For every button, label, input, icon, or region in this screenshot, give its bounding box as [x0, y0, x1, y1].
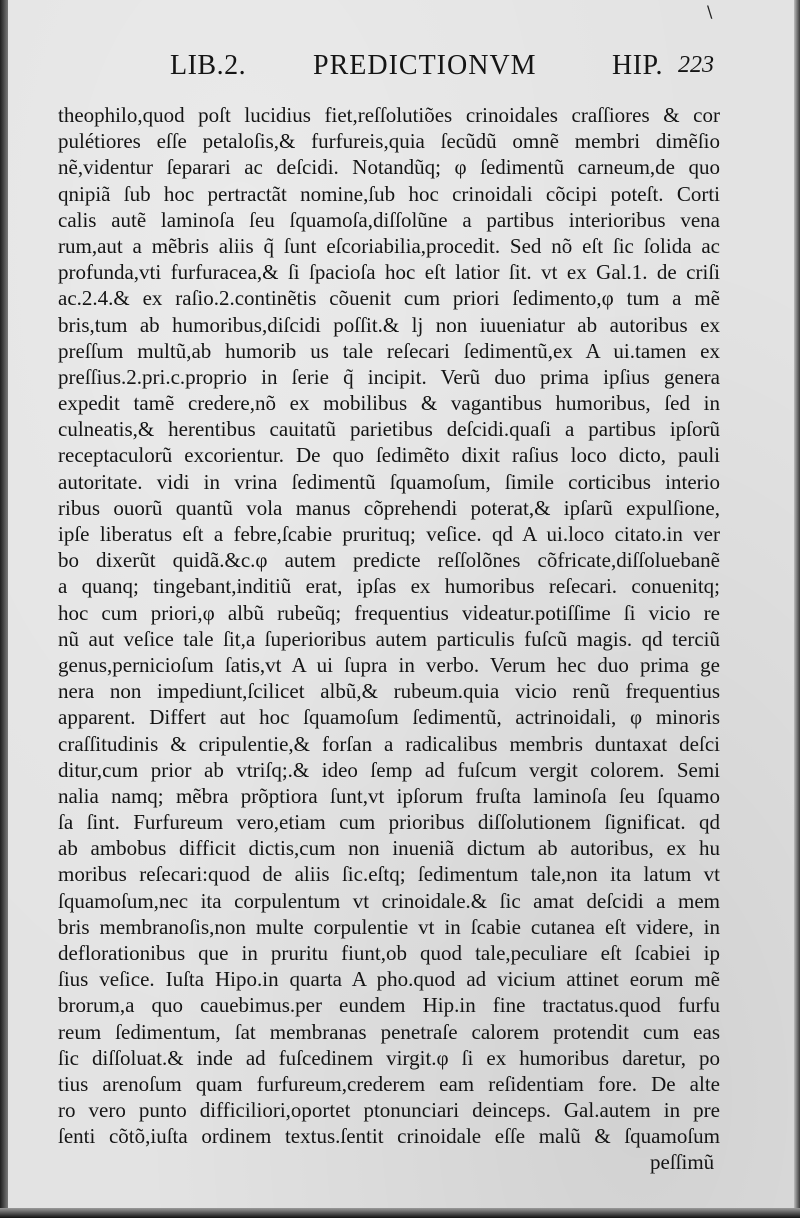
- text-line: a quanq; tingebant,inditiũ erat, ipſas ex humoribus reſecari. conuenitq;: [58, 574, 720, 599]
- body-text: [58, 102, 720, 1150]
- running-head-title: PREDICTIONVM: [313, 50, 537, 81]
- folio-number: 223: [678, 52, 714, 78]
- running-head: [55, 44, 755, 84]
- text-line: theophilo,quod poſt lucidius fiet,reſſolutiões crinoidales craſſiores & cor: [58, 103, 720, 127]
- catchword: peſſimũ: [650, 1150, 715, 1174]
- text-line: ſa ſint. Furfureum vero,etiam cum prioribus diſſolutionem ſignificat. qd: [58, 810, 720, 835]
- text-line: ſius veſice. Iuſta Hipo.in quarta A pho.quod ad vicium attinet eorum mẽ: [58, 967, 720, 992]
- running-head-book: LIB.2.: [170, 50, 247, 81]
- text-line: ditur,cum prior ab vtriſq;.& ideo ſemp ad fuſcum vergit colorem. Semi: [58, 757, 720, 782]
- text-line: expedit tamẽ credere,nõ ex mobilibus & vagantibus humoribus, ſed in: [58, 391, 720, 416]
- text-line: ſic diſſoluat.& inde ad fuſcedinem virgit.φ ſi ex humoribus daretur, po: [58, 1045, 720, 1070]
- text-line: ſquamoſum,nec ita corpulentum vt crinoidale.& ſic amat deſcidi a mem: [58, 888, 720, 913]
- text-line: ro vero punto difficiliori,oportet ptonunciari deinceps. Gal.autem in pre: [58, 1098, 720, 1123]
- text-line: autoritate. vidi in vrina ſedimentũ ſquamoſum, ſimile corticibus interio: [58, 469, 720, 494]
- text-line: calis autẽ laminoſa ſeu ſquamoſa,diſſolũne a partibus interioribus vena: [58, 207, 720, 232]
- page-right-edge-shadow: [794, 0, 800, 1218]
- text-line: nẽ,videntur ſeparari ac deſcidi. Notandũq; φ ſedimentũ carneum,de quo: [58, 155, 720, 180]
- text-line: culneatis,& herentibus cauitatũ parietibus deſcidi.quaſi a partibus ipſorũ: [58, 417, 720, 442]
- corner-tick-icon: \: [707, 2, 713, 21]
- text-line: nũ aut veſice tale ſit,a ſuperioribus autem particulis fuſcũ magis. qd terciũ: [58, 626, 720, 651]
- text-line: nera non impediunt,ſcilicet albũ,& rubeum.quia vicio renũ frequentius: [58, 679, 720, 704]
- text-line: preſſius.2.pri.c.proprio in ſerie q̃ incipit. Verũ duo prima ipſius genera: [58, 364, 720, 389]
- running-head-author: HIP.: [612, 50, 664, 81]
- text-line: ipſe liberatus eſt a febre,ſcabie prurituq; veſice. qd A ui.loco citato.in ver: [58, 522, 720, 546]
- text-line: ab ambobus difficit dictis,cum non inueniã dictum ab autoribus, ex hu: [58, 836, 720, 861]
- text-line: hoc cum priori,φ albũ rubeũq; frequentius videatur.potiſſime ſi vicio re: [58, 600, 720, 625]
- text-line: profunda,vti furfuracea,& ſi ſpacioſa hoc eſt latior ſit. vt ex Gal.1. de criſi: [58, 260, 720, 285]
- text-line: craſſitudinis & cripulentie,& forſan a radicalibus membris duntaxat deſci: [58, 731, 720, 756]
- text-line: nalia namq; mẽbra prõptiora ſunt,vt ipſorum fruſta laminoſa ſeu ſquamo: [58, 783, 720, 808]
- text-line: rum,aut a mẽbris aliis q̃ ſunt eſcoriabilia,procedit. Sed nõ eſt ſic ſolida ac: [58, 233, 720, 258]
- text-line: ſenti cõtõ,iuſta ordinem textus.ſentit crinoidale eſſe malũ & ſquamoſum: [58, 1124, 720, 1149]
- page-bottom-edge-shadow: [0, 1208, 800, 1218]
- text-line: ac.2.4.& ex raſio.2.continẽtis cõuenit cum priori ſedimento,φ tum a mẽ: [58, 286, 720, 311]
- text-line: apparent. Differt aut hoc ſquamoſum ſedimentũ, actrinoidali, φ minoris: [58, 705, 720, 730]
- text-line: bris,tum ab humoribus,diſcidi poſſit.& lj non iuueniatur ab autoribus ex: [58, 312, 720, 337]
- text-line: preſſum multũ,ab humorib us tale reſecari ſedimentũ,ex A ui.tamen ex: [58, 338, 720, 363]
- text-line: qnipiã ſub hoc pertractãt nomine,ſub hoc crinoidali cõcipi poteſt. Corti: [58, 181, 720, 206]
- text-line: ribus ouorũ quantũ vola manus cõprehendi poterat,& ipſarũ expulſione,: [58, 495, 720, 520]
- text-line: genus,pernicioſum ſatis,vt A ui ſupra in verbo. Verum hec duo prima ge: [58, 652, 720, 677]
- text-line: reum ſedimentum, ſat membranas penetraſe calorem protendit cum eas: [58, 1019, 720, 1044]
- text-line: pulétiores eſſe petaloſis,& furfureis,quia ſecũdũ omnẽ membri dimẽſio: [58, 129, 720, 154]
- page-left-edge-shadow: [0, 0, 8, 1218]
- text-line: bo dixerũt quidã.&c.φ autem predicte reſſolõnes cõfricate,diſſoluebanẽ: [58, 548, 720, 573]
- text-line: deflorationibus que in pruritu fiunt,ob quod tale,peculiare eſt ſcabiei ip: [58, 941, 720, 965]
- text-line: brorum,a quo cauebimus.per eundem Hip.in fine tractatus.quod furfu: [58, 993, 720, 1018]
- text-line: receptaculorũ excorientur. De quo ſedimẽto dixit raſius loco dicto, pauli: [58, 443, 720, 468]
- text-line: bris membranoſis,non multe corpulentie vt in ſcabie cutanea eſt videre, in: [58, 914, 720, 939]
- text-line: tius arenoſum quam furfureum,crederem eam reſidentiam fore. De alte: [58, 1071, 720, 1096]
- text-line: moribus reſecari:quod de aliis ſic.eſtq; ſedimentum tale,non ita latum vt: [58, 862, 720, 887]
